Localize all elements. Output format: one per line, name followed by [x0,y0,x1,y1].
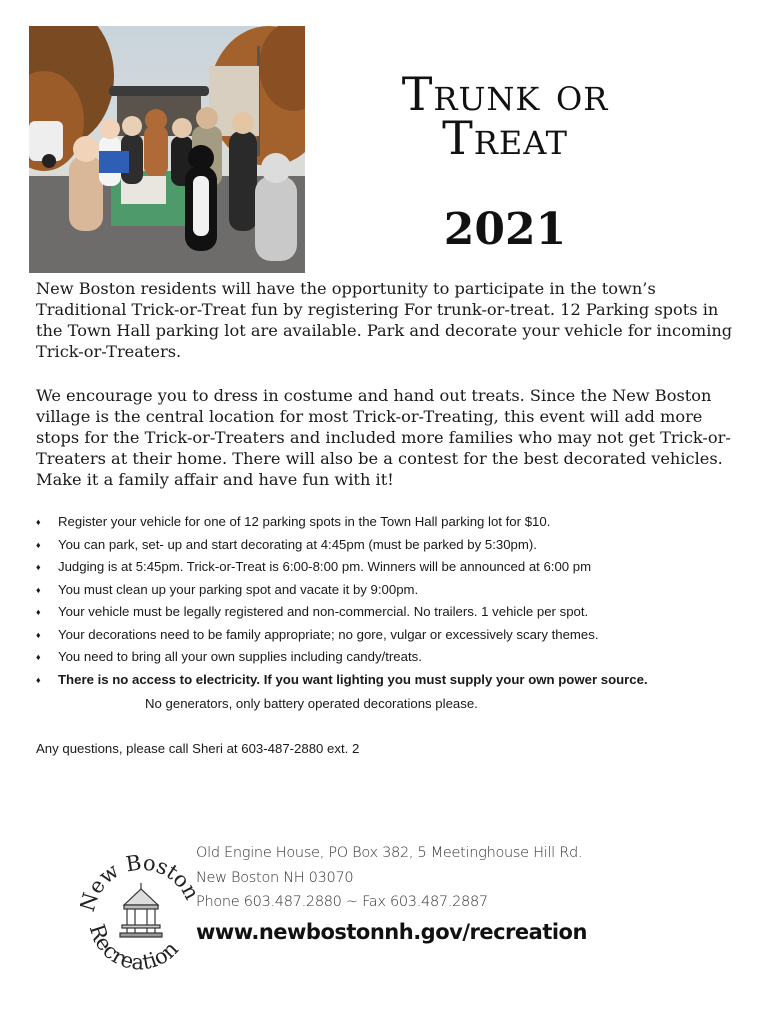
list-item: ♦ You need to bring all your own supplies including candy/treats. [36,649,422,664]
diamond-bullet-icon: ♦ [36,517,41,527]
encourage-paragraph: We encourage you to dress in costume and hand out treats. Since the New Boston village is the central location for most Trick-or-Treating, this event will add more stops for the Trick-or-Treaters and included more families who may not get Trick-or-Treaters at their home. There will also be a contest for the best decorated vehicles. Make it a family affair and have fun with it! [36,386,731,489]
list-item: ♦ There is no access to electricity. If you want lighting you must supply your own power source. [36,671,648,687]
diamond-bullet-icon: ♦ [36,562,41,572]
intro-paragraph: New Boston residents will have the opportunity to participate in the town’s Traditional Trick-or-Treat fun by registering For trunk-or-treat. 12 Parking spots in the Town Hall parking lot are available. Park and decorate your vehicle for incoming Trick-or-Treaters. [36,279,733,361]
diamond-bullet-icon: ♦ [36,539,41,550]
contact-info [196,843,582,917]
list-item: ♦ You can park, set- up and start decorating at 4:45pm (must be parked by 5:30pm). [36,536,537,552]
generator-note: No generators, only battery operated decorations please. [145,696,478,711]
gazebo-icon [80,835,200,975]
diamond-bullet-icon: ♦ [36,674,41,685]
list-item: ♦ Your vehicle must be legally registered and non-commercial. No trailers. 1 vehicle per spot. [36,604,589,619]
address: Old Engine House, PO Box 382, 5 Meetinghouse Hill Rd. [196,845,583,861]
event-title [350,67,660,255]
phone-fax: Phone 603.487.2880 ~ Fax 603.487.2887 [196,894,488,910]
website-link[interactable]: www.newbostonnh.gov/recreation [196,920,587,944]
rules-list [36,513,736,693]
new-boston-recreation-logo [80,835,200,975]
event-photo [29,26,305,273]
list-item: ♦ Your decorations need to be family appropriate; no gore, vulgar or excessively scary themes. [36,626,599,642]
list-item: ♦ Judging is at 5:45pm. Trick-or-Treat is 6:00-8:00 pm. Winners will be announced at 6:00 pm [36,559,592,574]
list-item: ♦ Register your vehicle for one of 12 parking spots in the Town Hall parking lot for $10. [36,514,551,529]
title-line-2: Treat [442,111,568,165]
diamond-bullet-icon: ♦ [36,607,41,617]
title-line-1: Trunk or [401,67,609,121]
title-year: 2021 [443,204,567,255]
svg-text:Recreation: Recreation [84,921,183,975]
diamond-bullet-icon: ♦ [36,629,41,640]
event-photo-drawing [29,26,305,273]
questions-contact: Any questions, please call Sheri at 603-487-2880 ext. 2 [36,741,360,756]
city-state-zip: New Boston NH 03070 [196,869,354,886]
diamond-bullet-icon: ♦ [36,652,41,662]
diamond-bullet-icon: ♦ [36,584,41,595]
list-item: ♦ You must clean up your parking spot and vacate it by 9:00pm. [36,581,419,597]
svg-text:New Boston: ew Bosto [83,850,195,899]
